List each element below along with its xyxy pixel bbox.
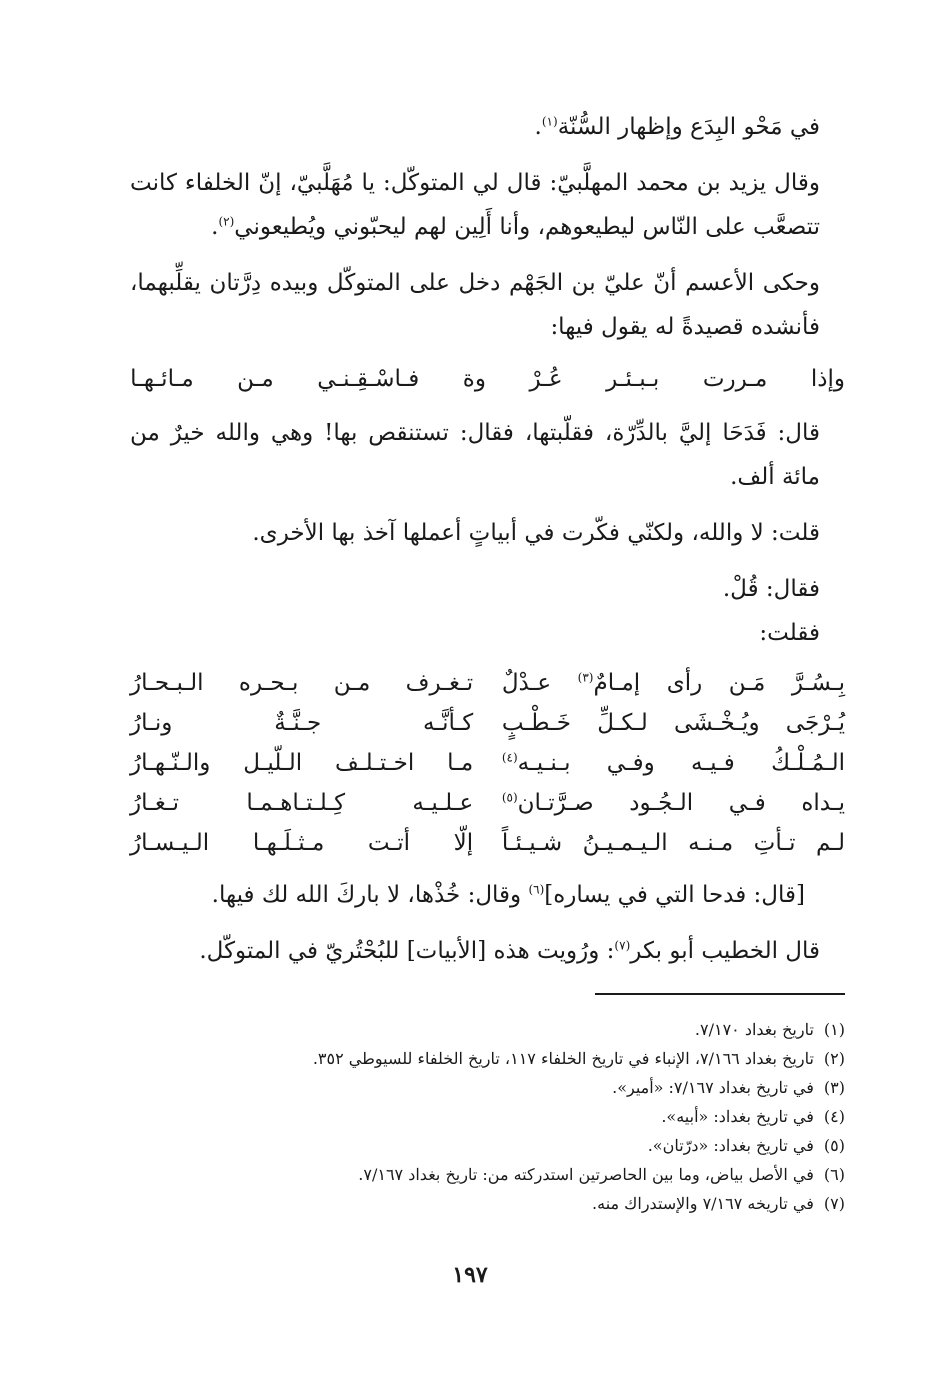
footnote-text: في تاريخه ٧/١٦٧ والإستدراك منه. [592, 1194, 814, 1213]
text-line: وقال يزيد بن محمد المهلَّبيّ: قال لي المتوكّل: يا مُهَلَّبيّ، إنّ الخلفاء كانت تتصعَّب على النّاس ليطيعوهم، وأنا أَلِين لهم ليحبّوني ويُطيعوني [130, 170, 820, 240]
footnote-marker: (١) [541, 114, 558, 129]
paragraph-2 [130, 161, 845, 249]
text-line: في مَحْو البِدَع وإظهار السُّنّة [557, 114, 820, 140]
verse-word: مـررت [702, 366, 768, 392]
footnote-number: (٣) [823, 1078, 845, 1097]
footnotes [130, 1015, 845, 1218]
hemistich-text: يـداه فـي الـجُـود صـرَّتـان [517, 790, 845, 816]
footnote-text: تاريخ بغداد ٧/١٦٦، الإنباء في تاريخ الخلفاء ١١٧، تاريخ الخلفاء للسيوطي ٣٥٢. [312, 1049, 814, 1068]
verse-word: مـن [237, 366, 274, 392]
paragraph-1 [130, 105, 845, 149]
text-line: [قال: فدحا التي في يساره] [544, 882, 805, 908]
footnote-marker: (٧) [614, 938, 631, 953]
footnote-number: (٥) [823, 1136, 845, 1155]
hemistich-text: يُـرْجَى ويُـخْـشَى لـكـلِّ خَـطْـبٍ [501, 710, 845, 736]
verse-word: فـاسْـقِـنـي [317, 366, 420, 392]
paragraph-8 [130, 873, 845, 917]
hemistich-first [502, 783, 845, 823]
footnote-text: في تاريخ بغداد: «أبيه». [661, 1107, 814, 1126]
page-number: ١٩٧ [452, 1262, 488, 1288]
paragraph-3: وحكى الأعسم أنّ عليّ بن الجَهْم دخل على المتوكّل وبيده دِرَّتان يقلِّبهما، فأنشده قصيدةً له يقول فيها: [130, 270, 820, 340]
footnote-marker: (٥) [501, 790, 518, 805]
footnote-text: تاريخ بغداد ٧/١٧٠. [694, 1020, 814, 1039]
poem-verse [130, 743, 845, 783]
verse-word: عُـرْ [529, 366, 563, 392]
text-line-end: . [534, 114, 542, 140]
poem-verse [130, 823, 845, 863]
paragraph-9 [130, 929, 845, 973]
footnote-text: في تاريخ بغداد ٧/١٦٧: «أمير». [612, 1078, 814, 1097]
verse-word: وإذا [810, 366, 845, 392]
footnote [130, 1102, 845, 1131]
hemistich-first [502, 743, 845, 783]
hemistich-first [502, 703, 845, 743]
footnote-marker: (٢) [218, 214, 235, 229]
footnote-marker: (٤) [501, 750, 518, 765]
footnote [130, 1131, 845, 1160]
hemistich-second: كـأنَّـه جـنَّـةٌ ونـارُ [130, 710, 474, 736]
footnote-text: في الأصل بياض، وما بين الحاصرتين استدركته من: تاريخ بغداد ٧/١٦٧. [358, 1165, 814, 1184]
footnote [130, 1015, 845, 1044]
footnote-divider [595, 993, 845, 995]
hemistich-second: إلّا أتـت مـثـلَـهـا الـيـسـارُ [130, 830, 474, 856]
footnote-marker: (٣) [577, 670, 594, 685]
verse-word: مـائـهـا [130, 366, 194, 392]
main-text [130, 105, 845, 973]
hemistich-second: مـا اخـتـلـف الـلّيـل والـنّـهـارُ [130, 750, 474, 776]
text-line-end: : ورُويت هذه [الأبيات] للبُحْتُريّ في المتوكّل. [199, 938, 615, 964]
paragraph-6: فقال: قُلْ. [722, 576, 820, 602]
footnote-text: في تاريخ بغداد: «درّتان». [647, 1136, 814, 1155]
hemistich-end: عـدْلٌ [501, 670, 578, 696]
text-line-end: وقال: خُذْها، لا باركَ الله لك فيها. [211, 882, 529, 908]
footnote [130, 1189, 845, 1218]
hemistich-second: تـغـرف مـن بـحـره الـبـحـارُ [130, 670, 474, 696]
footnote-number: (٦) [823, 1165, 845, 1184]
poem-verse [130, 663, 845, 703]
text-line-end: . [211, 214, 219, 240]
paragraph-5: قلت: لا والله، ولكنّي فكّرت في أبياتٍ أعملها آخذ بها الأخرى. [252, 520, 820, 546]
footnote [130, 1073, 845, 1102]
poem [130, 663, 845, 863]
hemistich-text: لـم تـأتِ مـنـه الـيـمـيـنُ شـيـئـاً [501, 830, 845, 856]
footnote-number: (٢) [823, 1049, 845, 1068]
verse-word: بـبـئـر [606, 366, 660, 392]
paragraph-4: قال: فَدَحَا إليَّ بالدِّرّة، فقلّبتها، فقال: تستنقص بها! وهي والله خيرٌ من مائة ألف. [130, 420, 820, 490]
poem-verse [130, 783, 845, 823]
paragraph-7: فقلت: [759, 620, 820, 646]
footnote-number: (١) [823, 1020, 845, 1039]
verse-word: وة [462, 366, 486, 392]
footnote-number: (٤) [823, 1107, 845, 1126]
text-line: قال الخطيب أبو بكر [630, 938, 820, 964]
hemistich-first [502, 823, 845, 863]
footnote-number: (٧) [823, 1194, 845, 1213]
footnote [130, 1160, 845, 1189]
hemistich-first [502, 663, 845, 703]
hemistich-second: عـلـيـه كِـلـتـاهـمـا تـغـارُ [130, 790, 474, 816]
poem-verse [130, 703, 845, 743]
footnote [130, 1044, 845, 1073]
verse-line [130, 357, 845, 401]
footnote-marker: (٦) [528, 882, 545, 897]
hemistich-text: بِـسُـرَّ مَـن رأى إمـامٌ [593, 670, 845, 696]
hemistich-text: الـمُـلْـكُ فـيـه وفـي بـنـيـه [517, 750, 845, 776]
